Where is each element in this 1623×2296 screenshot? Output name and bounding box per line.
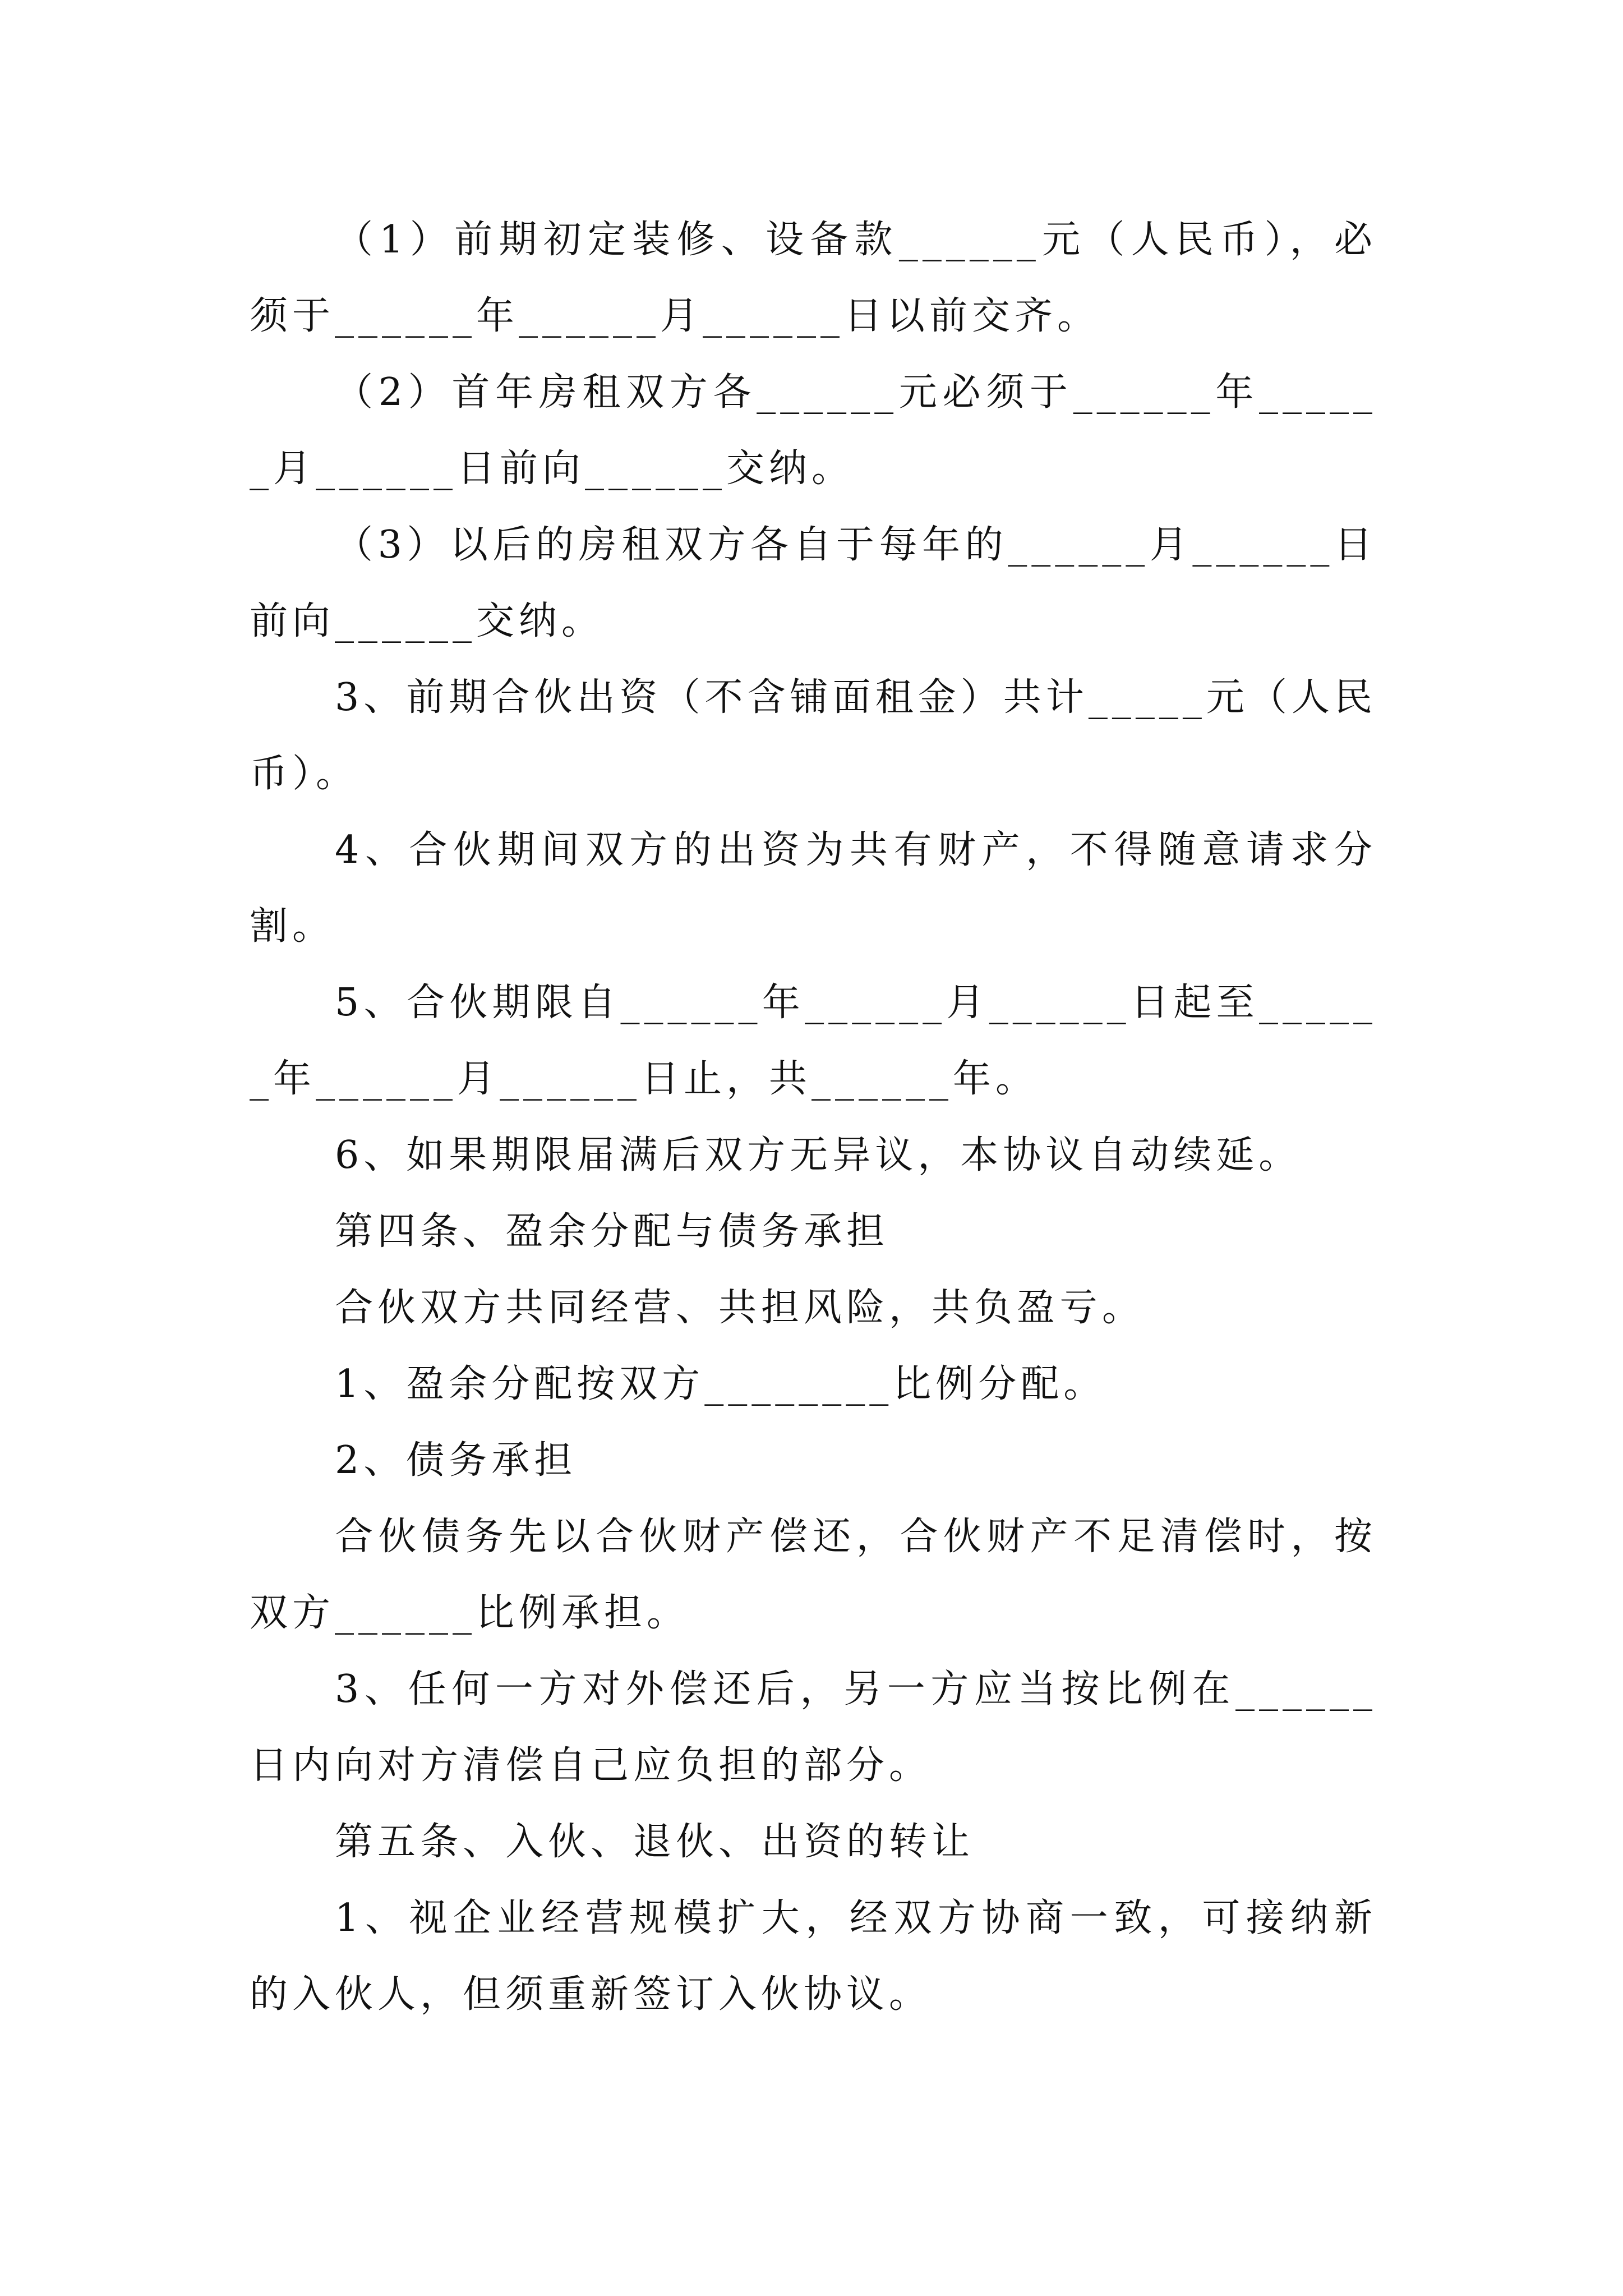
clause-paragraph: 6、如果期限届满后双方无异议，本协议自动续延。 xyxy=(335,1133,1302,1177)
clause-paragraph: 3、任何一方对外偿还后，另一方应当按比例在______日内向对方清偿自己应负担的部分。 xyxy=(250,1667,1377,1788)
clause-paragraph: 合伙债务先以合伙财产偿还，合伙财产不足清偿时，按双方______比例承担。 xyxy=(250,1515,1377,1635)
clause-paragraph: 4、合伙期间双方的出资为共有财产，不得随意请求分割。 xyxy=(250,828,1377,949)
section-heading: 第五条、入伙、退伙、出资的转让 xyxy=(335,1820,975,1864)
clause-paragraph: 5、合伙期限自______年______月______日起至______年______月______日止，共______年。 xyxy=(250,981,1377,1101)
clause-paragraph: 3、前期合伙出资（不含铺面租金）共计_____元（人民币）。 xyxy=(250,675,1377,796)
section-heading: 第四条、盈余分配与债务承担 xyxy=(335,1209,889,1254)
clause-paragraph: （2）首年房租双方各______元必须于______年______月______日前向______交纳。 xyxy=(250,370,1377,491)
clause-paragraph: （1）前期初定装修、设备款______元（人民币），必须于______年______月______日以前交齐。 xyxy=(250,218,1377,338)
clause-paragraph: 2、债务承担 xyxy=(335,1438,577,1483)
clause-paragraph: 1、盈余分配按双方________比例分配。 xyxy=(335,1362,1106,1406)
clause-paragraph: 1、视企业经营规模扩大，经双方协商一致，可接纳新的入伙人，但须重新签订入伙协议。 xyxy=(250,1896,1377,2017)
clause-paragraph: 合伙双方共同经营、共担风险，共负盈亏。 xyxy=(335,1286,1145,1330)
clause-paragraph: （3）以后的房租双方各自于每年的______月______日前向______交纳。 xyxy=(250,523,1377,643)
document-body xyxy=(250,202,1377,2033)
